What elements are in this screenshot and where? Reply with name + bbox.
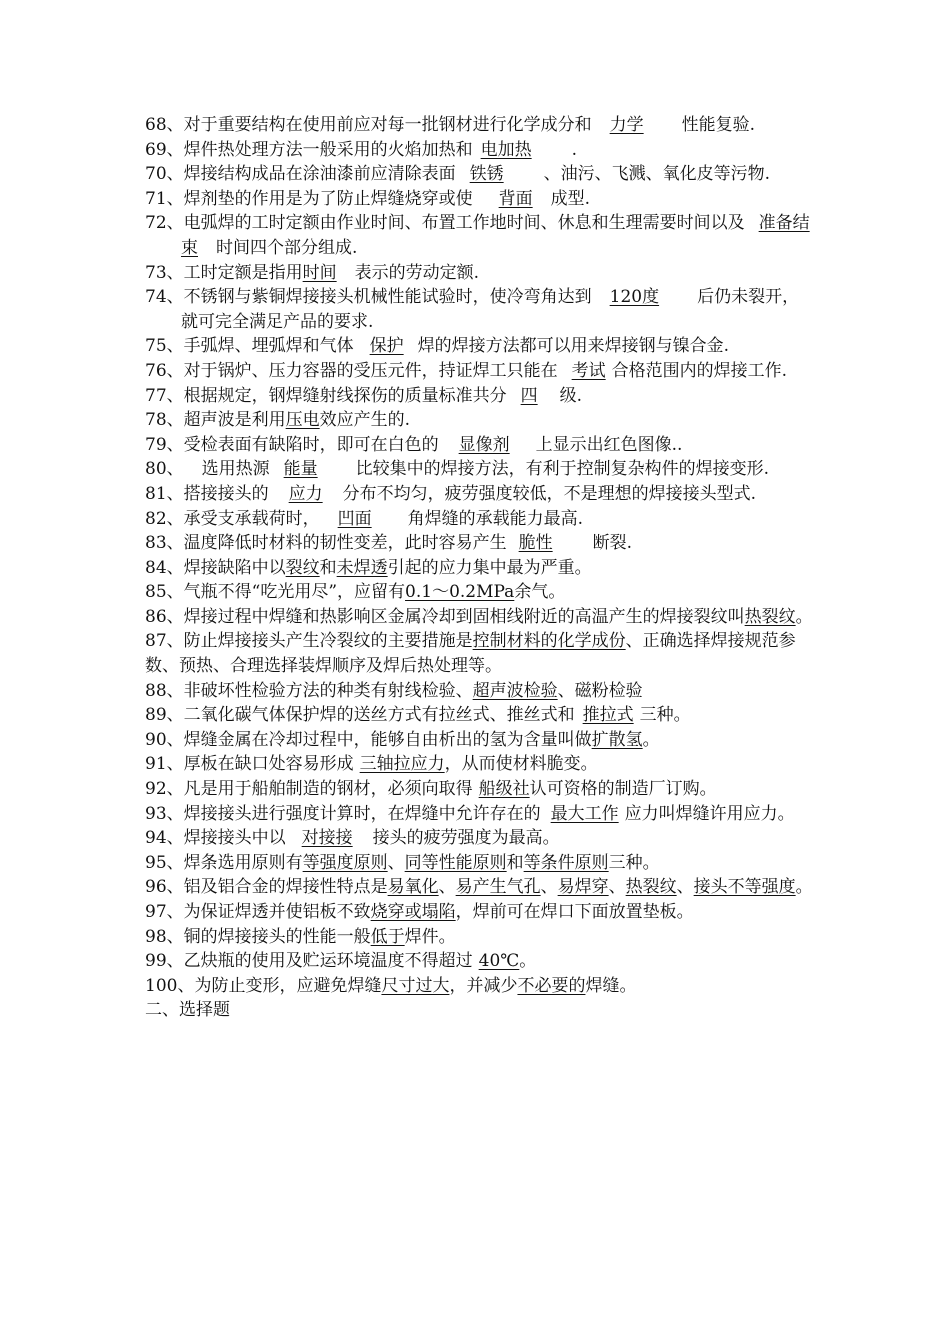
answer-blank: 最大工作 xyxy=(550,803,619,824)
answer-blank: 接头不等强度 xyxy=(693,877,796,898)
answer-blank: 烧穿或塌陷 xyxy=(370,902,456,922)
answer-blank: 超声波检验 xyxy=(472,680,558,701)
question-74: 74、不锈钢与紫铜焊接接头机械性能试验时，使冷弯角达到 120度 后仍未裂开，就可完全满足产品的要求. xyxy=(145,287,800,332)
question-99: 99、乙炔瓶的使用及贮运环境温度不得超过 40℃。 xyxy=(145,951,537,972)
question-95: 95、焊条选用原则有等强度原则、同等性能原则和等条件原则三种。 xyxy=(145,852,660,873)
question-96: 96、铝及铝合金的焊接性特点是易氧化、易产生气孔、易焊穿、热裂纹、接头不等强度。 xyxy=(145,877,813,898)
answer-blank: 易焊穿 xyxy=(557,877,609,898)
answer-blank: 凹面 xyxy=(337,508,372,529)
answer-blank: 压电 xyxy=(285,410,320,431)
answer-blank: 0.1～0.2MPa xyxy=(405,582,515,603)
question-76: 76、对于锅炉、压力容器的受压元件，持证焊工只能在 考试 合格范围内的焊接工作. xyxy=(145,360,788,381)
question-88: 88、非破坏性检验方法的种类有射线检验、超声波检验、磁粉检验 xyxy=(145,680,643,701)
answer-blank: 未焊透 xyxy=(336,557,388,578)
question-number: 68、 xyxy=(145,115,184,135)
document-page xyxy=(145,113,813,1023)
answer-blank: 不必要的 xyxy=(517,975,586,996)
answer-blank: 三轴拉应力 xyxy=(359,754,445,775)
question-84: 84、焊接缺陷中以裂纹和未焊透引起的应力集中最为严重。 xyxy=(145,557,592,578)
question-86: 86、焊接过程中焊缝和热影响区金属冷却到固相线附近的高温产生的焊接裂纹叫热裂纹。 xyxy=(145,606,813,627)
question-83: 83、温度降低时材料的韧性变差，此时容易产生 脆性 断裂. xyxy=(145,533,633,554)
answer-blank: 铁锈 xyxy=(469,164,504,185)
question-87: 87、防止焊接接头产生冷裂纹的主要措施是控制材料的化学成份、正确选择焊接规范参数、预热、合理选择装焊顺序及焊后热处理等。 xyxy=(145,631,796,677)
answer-blank: 四 xyxy=(520,385,538,406)
answer-blank: 应力 xyxy=(288,483,323,504)
question-91: 91、厚板在缺口处容易形成 三轴拉应力，从而使材料脆变。 xyxy=(145,754,598,775)
answer-blank: 易产生气孔 xyxy=(455,877,541,898)
answer-blank: 船级社 xyxy=(478,779,530,800)
question-78: 78、超声波是利用压电效应产生的. xyxy=(145,410,411,431)
answer-blank: 热裂纹 xyxy=(744,606,796,627)
question-98: 98、铜的焊接接头的性能一般低于焊件。 xyxy=(145,926,456,947)
question-94: 94、焊接接头中以 对接接 接头的疲劳强度为最高。 xyxy=(145,828,560,849)
question-100: 100、为防止变形，应避免焊缝尺寸过大，并减少不必要的焊缝。 xyxy=(145,975,637,996)
answer-blank: 热裂纹 xyxy=(625,877,677,898)
question-70: 70、焊接结构成品在涂油漆前应清除表面 铁锈 、油污、飞溅、氧化皮等污物. xyxy=(145,164,771,185)
answer-blank: 脆性 xyxy=(518,533,553,554)
answer-blank: 时间 xyxy=(302,262,337,283)
question-75: 75、手弧焊、埋弧焊和气体 保护 焊的焊接方法都可以用来焊接钢与镍合金. xyxy=(145,336,730,357)
question-82: 82、承受支承载荷时， 凹面 角焊缝的承载能力最高. xyxy=(145,508,584,529)
answer-blank: 低于 xyxy=(370,926,405,947)
answer-blank: 背面 xyxy=(498,188,533,209)
answer-blank: 对接接 xyxy=(301,828,353,849)
question-77: 77、根据规定，钢焊缝射线探伤的质量标准共分 四 级. xyxy=(145,385,583,406)
answer-blank: 同等性能原则 xyxy=(404,852,507,873)
answer-blank: 扩散氢 xyxy=(591,729,643,750)
answer-blank: 易氧化 xyxy=(387,877,439,898)
section-heading: 二、选择题 xyxy=(145,1000,230,1021)
question-89: 89、二氧化碳气体保护焊的送丝方式有拉丝式、推丝式和 推拉式 三种。 xyxy=(145,705,691,726)
question-73: 73、工时定额是指用时间 表示的劳动定额. xyxy=(145,262,480,283)
answer-blank: 40℃ xyxy=(478,951,520,972)
answer-blank: 等条件原则 xyxy=(523,852,609,873)
answer-blank: 力学 xyxy=(609,115,644,135)
question-90: 90、焊缝金属在冷却过程中，能够自由析出的氢为含量叫做扩散氢。 xyxy=(145,729,660,750)
question-71: 71、焊剂垫的作用是为了防止焊缝烧穿或使 背面 成型. xyxy=(145,188,591,209)
answer-blank: 考试 xyxy=(571,360,606,381)
answer-blank: 推拉式 xyxy=(582,705,634,726)
answer-blank: 电加热 xyxy=(480,139,532,160)
question-81: 81、搭接接头的 应力 分布不均匀，疲劳强度较低，不是理想的焊接接头型式. xyxy=(145,483,757,504)
answer-blank: 等强度原则 xyxy=(302,852,388,873)
answer-blank: 能量 xyxy=(283,459,318,480)
question-69: 69、焊件热处理方法一般采用的火焰加热和 电加热 . xyxy=(145,139,578,160)
question-80: 80、 选用热源 能量 比较集中的焊接方法，有利于控制复杂构件的焊接变形. xyxy=(145,459,770,480)
question-68: 68、对于重要结构在使用前应对每一批钢材进行化学成分和 力学 性能复验. xyxy=(145,115,756,135)
answer-blank: 保护 xyxy=(369,336,404,357)
question-85: 85、气瓶不得“吃光用尽”，应留有0.1～0.2MPa余气。 xyxy=(145,582,566,603)
answer-blank: 120度 xyxy=(609,287,660,308)
answer-blank: 裂纹 xyxy=(285,557,320,578)
answer-blank: 准备结束 xyxy=(181,213,810,258)
answer-blank: 显像剂 xyxy=(458,434,510,455)
question-93: 93、焊接接头进行强度计算时，在焊缝中允许存在的 最大工作 应力叫焊缝许用应力。 xyxy=(145,803,795,824)
answer-blank: 控制材料的化学成份 xyxy=(472,631,626,652)
question-97: 97、为保证焊透并使铝板不致烧穿或塌陷，焊前可在焊口下面放置垫板。 xyxy=(145,902,694,922)
question-79: 79、受检表面有缺陷时，即可在白色的 显像剂 上显示出红色图像.. xyxy=(145,434,683,455)
answer-blank: 尺寸过大 xyxy=(381,975,450,996)
question-72: 72、电弧焊的工时定额由作业时间、布置工作地时间、休息和生理需要时间以及 准备结束 时间四个部分组成. xyxy=(145,213,810,258)
question-92: 92、凡是用于船舶制造的钢材，必须向取得 船级社认可资格的制造厂订购。 xyxy=(145,779,717,800)
